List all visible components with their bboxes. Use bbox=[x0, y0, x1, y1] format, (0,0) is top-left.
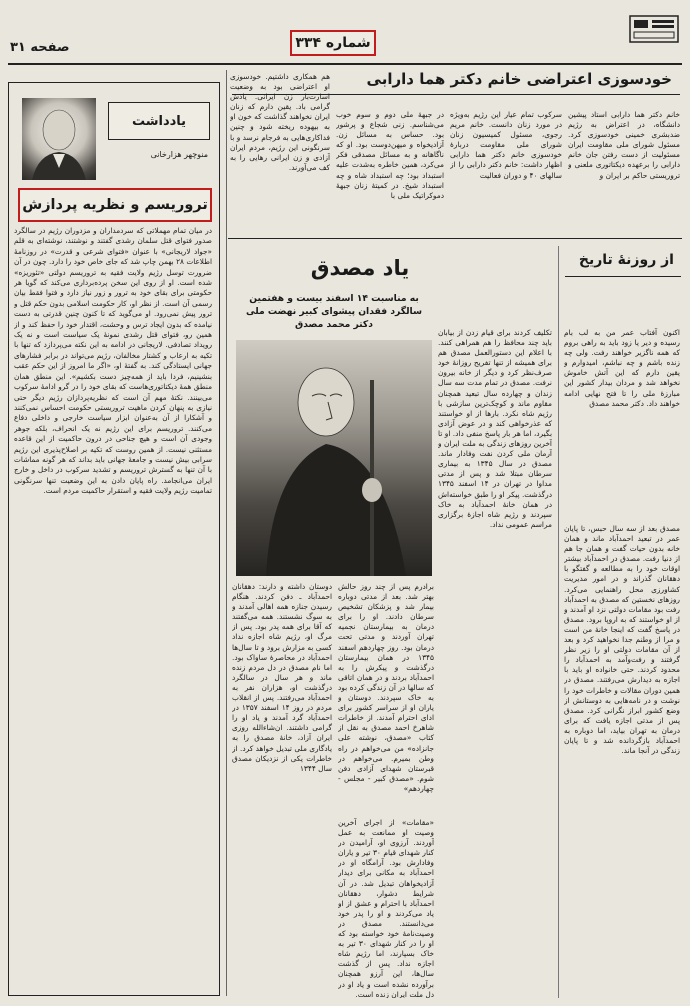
yaddasht-label-box bbox=[108, 102, 210, 140]
left-vertical-rule bbox=[226, 70, 227, 996]
mosaddegh-col-3: برادرم پس از چند روز حالش بهتر شد. بعد از مدتی دوباره بیمار شد و پزشکان تشخیص سرطان دادند. او را برای درمان به بیمارستان نجمیه تهران آوردند و مدتی تحت درمان بود. روز چهاردهم اسفند ۱۳۴۵ در همان بیمارستان درگذشت و پیکرش را به احمدآباد بردند و در همان اتاقی که سالها در آن زندگی کرده بود به خاک سپردند. دوستان و یاران او از سراسر کشور برای ادای احترام آمدند. از خاطرات شاهرخ احمد مصدق به نقل از کتاب «مصدق، نوشته علی جانزاده» من می‌خواهم در راه وطن بمیرم. می‌خواهم در قبرستان شهدای آزادی دفن شوم. «مصدق کبیر - مجلس - چهاردهم» bbox=[338, 582, 434, 793]
yaddasht-body: در میان تمام مهملاتی که سردمداران و مزدوران رژیم در سالگرد صدور فتوای قتل سلمان رشدی گفتند و نوشتند، نوشته‌ای به‌ قلم «جواد لاریجانی» با عنوان «فتوای شرعی و قدرت» در روزنامهٔ اطلاعات ۲۸ بهمن چاپ شد که جای خاص خود را دارد. چون در آن ضرورت توسل رژیم ولایت فقیه به تروریسم دولتی «تئوریزه» شده است. او از روی این سخن پرده‌برداری می‌کند که گویا هر حکومتی برای بقای خود به ترور و زور نیاز دارد و فتوا فقط بیان رسمی آن است. از نظر او، کار حکومت اسلامی بدون حکم قتل و ترور پیش نمی‌رود. او می‌گوید که تا کنون چنین قدرتی به‌ دست نیامده که بدون ایجاد ترس و وحشت، اقتدار خود را حفظ کند و از همین رو، فتوای قتل رشدی نمونهٔ یک سیاست است و نه یک رویداد تصادفی. لاریجانی در ادامه به این نکته می‌پردازد که تنها با تکیه به ارعاب و کشتار مخالفان، رژیم می‌تواند در برابر فشارهای جهانی ایستادگی کند. به گفتهٔ او، «اگر ما امروز از این حکم عقب بنشینیم، فردا باید از همه‌چیز دست بکشیم». این منطق همان منطق همهٔ دیکتاتوری‌هاست که بقای خود را در گرو ادامهٔ سرکوب می‌بینند. نکتهٔ مهم آن است که نظریه‌پردازان رژیم دیگر حتی نیازی به پنهان کردن ماهیت تروریستی حکومت احساس نمی‌کنند و آشکارا از آن به‌عنوان ابزار سیاست خارجی و داخلی دفاع می‌کنند. تروریسم برای این رژیم نه یک انحراف، بلکه جوهر وجودی آن است و هیچ جناحی در درون حاکمیت از این قاعده مستثنی نیست. از همین روست که تکیه بر اصلاح‌پذیری این رژیم سرابی بیش نیست و جامعهٔ جهانی باید بداند که هر گونه مماشات با آن تنها به گسترش تروریسم و تشدید سرکوب در داخل و خارج ایران می‌انجامد. راه پایان دادن به این وضعیت تنها سرنگونی تمامیت رژیم ولایت فقیه و استقرار حاکمیت مردم است. bbox=[14, 226, 212, 496]
yaddasht-label: یادداشت bbox=[131, 113, 187, 129]
newspaper-logo bbox=[628, 14, 680, 44]
page-number: صفحه ۳۱ bbox=[10, 40, 70, 55]
header-rule bbox=[8, 63, 682, 65]
homa-col-2: سرکوب تمام عیار این رژیم به‌ویژه در مورد زنان دانست. خانم مریم رجوی، مسئول کمیسیون زنان شورای ملی مقاومت دربارهٔ خودسوزی خانم دکتر هما دارابی اظهار داشت: خانم دکتر دارابی را از سالهای ۴۰ و دوران فعالیت bbox=[450, 110, 562, 180]
homa-col-1: خانم دکتر هما دارابی استاد پیشین دانشگاه، در اعتراض به رژیم ضدبشری خمینی خودسوزی کرد. مسئول شورای ملی مقاومت ایران مسئولیت از دست رفتن جان خانم دارابی را برعهده دیکتاتوری ملعنی و تروریستی حاکم بر ایران و bbox=[568, 110, 680, 180]
issue-number bbox=[290, 30, 376, 56]
rozaneh-col-1: اکنون آفتاب عمر من به لب بام رسیده و دیر یا زود باید به راهی بروم که همه ناگزیر خواهند رفت. ولی چه زنده باشم و چه نباشم، امیدوارم و یقین دارم که این آتش خاموش نخواهد شد و مردان بیدار کشور این مبارزهٔ ملی را تا فتح نهایی ادامه خواهند داد. دکتر محمد مصدق bbox=[564, 328, 680, 408]
mosaddegh-subtitle: به مناسبت ۱۴ اسفند بیست و هفتمین سالگرد فقدان پیشوای کبیر نهضت ملی دکتر محمد مصدق bbox=[245, 293, 423, 330]
mosaddegh-title: یاد مصدق bbox=[310, 256, 410, 280]
mosaddegh-photo bbox=[236, 340, 432, 576]
rozaneh-title: از روزنهٔ تاریخ bbox=[578, 252, 674, 268]
homa-col-4: هم همکاری داشتیم. خودسوزی او اعتراضی بود به وضعیت اسارت‌بار زن ایرانی. یادش گرامی باد. یقین دارم که زنان ایران نخواهند گذاشت که خون او به‌ بیهوده ریخته شود و چنین فداکاری‌هایی به فرجام نرسد و با سرنگونی این رژیم، مردم ایران آزادی و زن ایرانی رهایی را به‌ کف می‌آورند. bbox=[230, 72, 330, 172]
homa-bottom-rule bbox=[228, 238, 682, 239]
mosaddegh-col-4: «مقامات» از اجرای آخرین وصیت او ممانعت به عمل آوردند. آرزوی او، آرامیدن در کنار شهدای قیام ۳۰ تیر و یاران وفادارش بود. آرامگاه او در احمدآباد به مکانی برای دیدار آزادیخواهان تبدیل شد. در آن شرایط دشوار، دهقانان احمدآباد با احترام و عشق از او یاد می‌کردند و او را پدر خود می‌دانستند. مصدق در وصیت‌نامهٔ خود خواسته بود که او را در کنار شهدای ۳۰ تیر به خاک بسپارند، اما رژیم شاه اجازه نداد. پس از گذشت سال‌ها، این آرزو همچنان برآورده نشده است و یاد او در دل ملت ایران زنده است. bbox=[338, 818, 434, 998]
homa-col-3: در جبههٔ ملی دوم و سوم خوب می‌شناسم. زنی شجاع و پرشور بود. حساس به مسائل زن. آزادیخواه و میهن‌دوست بود. او که ناگاهانه و به مسائل مصدقی فکر می‌کرد، همین خاطره به‌شدت علیه استبداد بود؛ چه استبداد شاه و چه استبداد شیخ. در کمیتهٔ زنان جبههٔ دموکراتیک ملی با bbox=[336, 110, 444, 200]
yaddasht-title: تروریسم و نظریه پردازش bbox=[18, 188, 212, 222]
yaddasht-author: منوچهر هزارخانی bbox=[150, 150, 208, 159]
homa-title: خودسوزی اعتراضی خانم دکتر هما دارابی bbox=[366, 70, 672, 88]
mosaddegh-col-2: تکلیف کردند برای قیام زدن از بیابان باید چند محافظ را هم همراهی کنند. با اعلام این دستورالعمل مصدق هم برای همیشه از تنها تفریح روزانهٔ خود صرف‌نظر کرد و دیگر از خانه بیرون نرفت. مصدق در تمام مدت سه سال زندان و چهارده سال تبعید همچنان مقاوم ماند و کوچک‌ترین سازشی با رژیم شاه نکرد. بارها از او خواستند که عذرخواهی کند و در عوض آزادی بگیرد، اما هر بار پاسخ منفی داد. او تا آخرین روزهای زندگی به ملت ایران و آرمان ملی کردن نفت وفادار ماند. مصدق در سال ۱۳۴۵ به بیماری سرطان مبتلا شد و پس از مدتی مداوا در تهران در ۱۴ اسفند ۱۳۴۵ درگذشت. پیکر او را طبق خواسته‌اش در همان خانهٔ احمدآباد به خاک سپردند و رژیم شاه اجازهٔ برگزاری مراسم عمومی نداد. bbox=[438, 328, 552, 529]
right-vertical-rule bbox=[558, 246, 559, 998]
mosaddegh-col-3b: دوستان داشته و دارند: دهقانان احمدآباد ـ دفن کردند. هنگام رسیدن جنازه همه اهالی آمدند و به سوگ نشستند. همه می‌گفتند که آقا برای همه پدر بود. پس از مرگ او، رژیم شاه اجازه نداد کسی به مزارش برود و تا سال‌ها احمدآباد در محاصرهٔ ساواک بود. اما نام مصدق در دل مردم زنده ماند و هر سال در سالگرد درگذشت او، هزاران نفر به احمدآباد می‌رفتند. پس از انقلاب مردم در روز ۱۴ اسفند ۱۳۵۷ در احمدآباد گرد آمدند و یاد او را گرامی داشتند. ان‌شاءالله روزی ایران آزاد، خانهٔ مصدق را به یادگاری ملی تبدیل خواهد کرد. از خاطرات یکی از نزدیکان مصدق سال ۱۳۴۴ bbox=[232, 582, 332, 773]
logo-icon bbox=[628, 14, 680, 44]
rozaneh-rule bbox=[565, 276, 681, 277]
author-portrait bbox=[22, 98, 96, 180]
rozaneh-col-1b: مصدق بعد از سه سال حبس، تا پایان عمر در تبعید احمدآباد ماند و همان خانه بدون حیات گفت و همان جا هم از دنیا رفت. مصدق در احمدآباد بیشتر اوقات خود را به مطالعه و گفتگو با دهقانان گذراند و در امور مدیریت کشاورزی محل راهنمایی می‌کرد. روزهای نخستین که مصدق به احمدآباد رفت بود مقامات دولتی نزد او آمدند و از او خواستند که به اروپا برود. مصدق در پاسخ گفت که اینجا خانهٔ من است و مرا از وطنم جدا نخواهید کرد و بعد از آن مقامات دولتی او را زیر نظر گرفتند و رفت‌وآمد به احمدآباد را محدود کردند. حتی خانواده او باید با اجازه به دیدارش می‌رفتند. مصدق در همین دوران مقالات و خاطرات خود را نوشت و در نامه‌هایی به دوستانش از وضع کشور ابراز نگرانی کرد. مصدق پس از مدتی اجازه یافت که برای درمان به تهران بیاید، اما دوباره به احمدآباد بازگردانده شد و تا پایان زندگی در آنجا ماند. bbox=[564, 524, 680, 756]
issue-label: شماره ۳۳۴ bbox=[295, 35, 371, 51]
